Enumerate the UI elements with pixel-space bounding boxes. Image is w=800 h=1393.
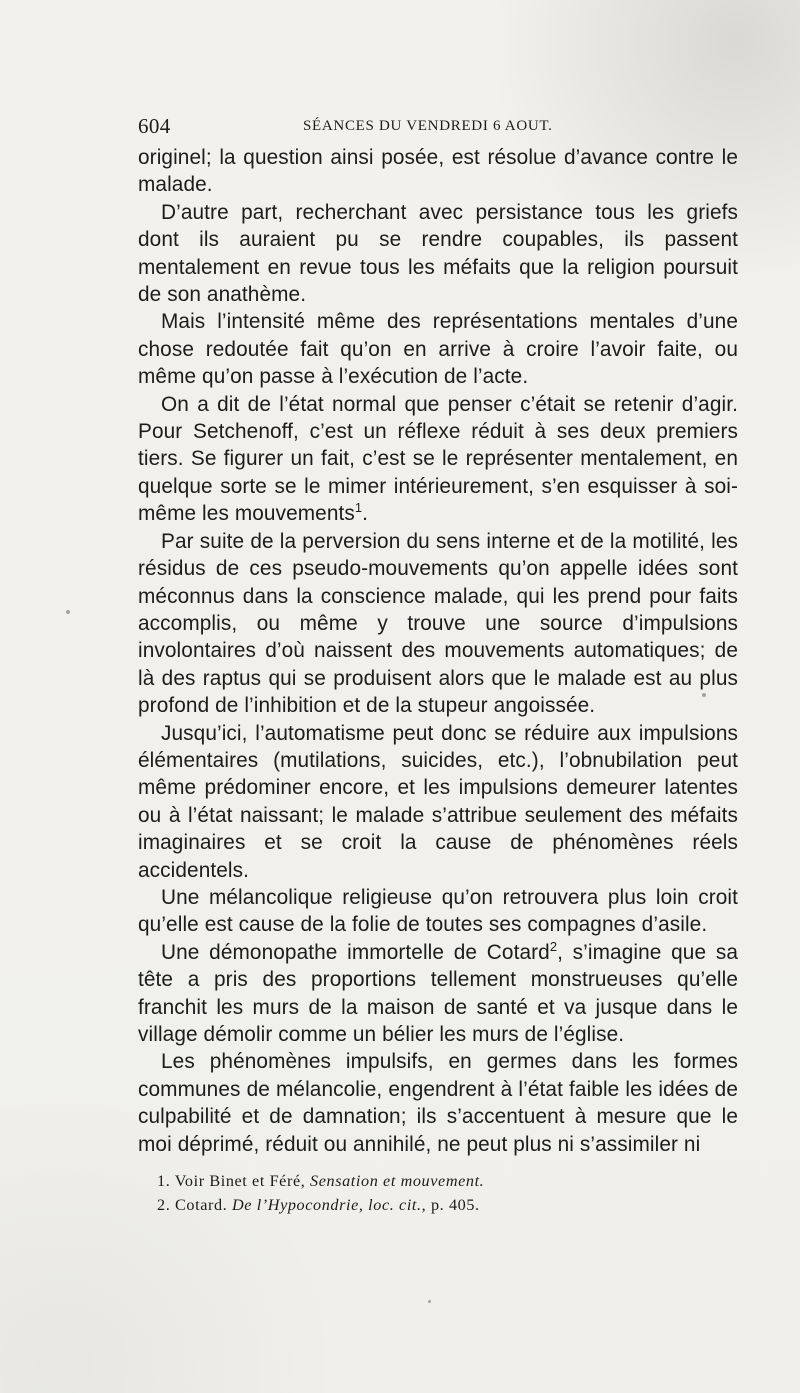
paragraph-text: On a dit de l’état normal que penser c’était se retenir d’agir. Pour Setchenoff, c’est un réflexe réduit à ses deux premiers tiers. Se figurer un fait, c’est se le représenter mentalement, en quelque sorte se le mimer intérieurement, s’en esquisser à soi-même les mouvements (138, 392, 738, 526)
paragraph-text: Une mélancolique religieuse qu’on retrouvera plus loin croit qu’elle est cause de la folie de toutes ses compagnes d’asile. (138, 885, 738, 937)
paragraph-text: Mais l’intensité même des représentations mentales d’une chose redoutée fait qu’on en arrive à croire l’avoir faite, ou même qu’on passe à l’exécution de l’acte. (138, 310, 738, 389)
page-number: 604 (138, 114, 171, 138)
paragraph-text: originel; la question ainsi posée, est résolue d’avance contre le malade. (138, 146, 738, 197)
paragraph-text: Les phénomènes impulsifs, en germes dans les formes communes de mélancolie, engendrent à l’état faible les idées de culpabilité et de damnation; ils s’accentuent à mesure que le moi déprimé, réduit ou annihilé, ne peut plus ni s’assimiler ni (138, 1050, 738, 1156)
footnotes (157, 1169, 717, 1217)
paragraph (138, 1048, 738, 1158)
footnote-title: De l’Hypocondrie, loc. cit., (231, 1196, 427, 1214)
footnote-page: p. 405. (430, 1196, 480, 1214)
paragraph (138, 939, 738, 1049)
paper-speck (702, 693, 706, 697)
paragraph-text: Par suite de la perversion du sens interne et de la motilité, les résidus de ces pseudo-mouvements qu’on appelle idées sont méconnus dans la conscience malade, qui les prend pour faits accomplis, ou même y trouve une source d’impulsions involontaires d’où naissent des mouvements automatiques; de là des raptus qui se produisent alors que le malade est au plus profond de l’inhibition et de la stupeur angoissée. (138, 529, 738, 718)
paragraph-text: , s’imagine que sa tête a pris des proportions tellement monstrueuses qu’elle franchit les murs de la maison de santé et va jusque dans le village démolir comme un bélier les murs de l’église. (138, 940, 738, 1046)
page-header (138, 114, 738, 140)
paragraph-continuation (138, 144, 738, 199)
paragraph (138, 528, 738, 720)
paragraph-text: Une démonopathe immortelle de Cotard (161, 940, 550, 964)
paragraph (138, 199, 738, 309)
footnote-reference: 1 (354, 500, 363, 516)
paragraph-text: Jusqu’ici, l’automatisme peut donc se réduire aux impulsions élémentaires (mutilations, suicides, etc.), l’obnubilation peut même prédominer encore, et les impulsions demeurer latentes ou à l’état naissant; le malade s’attribue seulement des méfaits imaginaires et se croit la cause de phénomènes réels accidentels. (138, 721, 738, 882)
paragraph (138, 391, 738, 528)
footnote-text: Voir Binet et Féré, (174, 1172, 306, 1190)
footnote-number: 2. (157, 1196, 171, 1214)
footnote-1 (157, 1169, 717, 1193)
main-text (138, 144, 738, 1158)
paragraph-text: D’autre part, recherchant avec persistance tous les griefs dont ils auraient pu se rendre coupables, ils passent mentalement en revue tous les méfaits que la religion poursuit de son anathème. (138, 200, 738, 307)
paragraph (138, 720, 738, 884)
paragraph-text: . (362, 502, 369, 526)
footnote-title: Sensation et mouvement. (310, 1172, 485, 1190)
footnote-number: 1. (157, 1172, 171, 1190)
paragraph (138, 308, 738, 390)
running-head: SÉANCES DU VENDREDI 6 AOUT. (303, 118, 553, 134)
paper-speck (66, 610, 70, 614)
paper-speck (428, 1300, 431, 1303)
footnote-text: Cotard. (175, 1196, 228, 1214)
footnote-reference: 2 (549, 938, 558, 954)
footnote-2 (157, 1193, 717, 1217)
paragraph (138, 884, 738, 939)
